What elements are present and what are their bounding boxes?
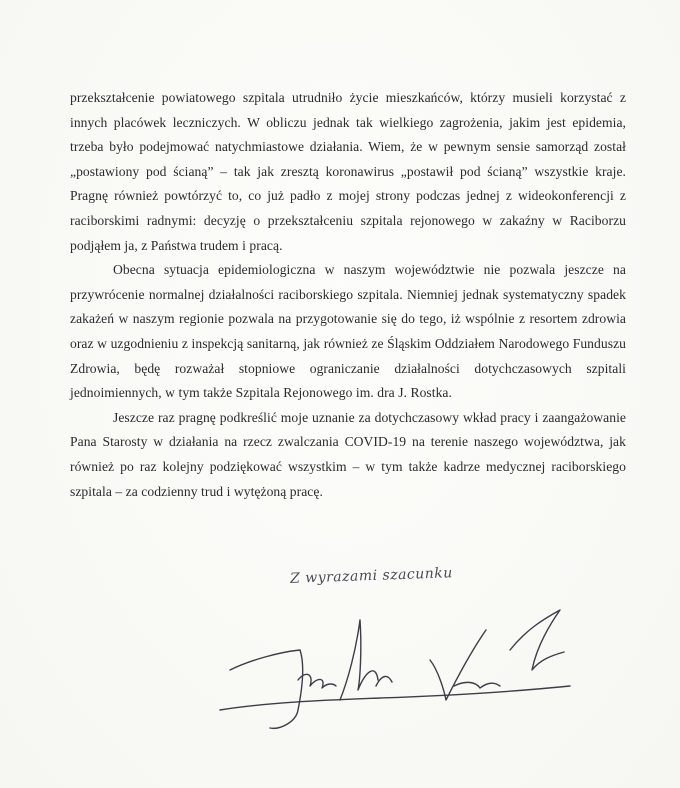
handwritten-closing: Z wyrazami szacunku: [289, 565, 454, 587]
letter-body: [70, 86, 626, 504]
signature-icon: [210, 590, 580, 740]
paragraph-1: przekształcenie powiatowego szpitala utrudniło życie mieszkańców, którzy musieli korzystać z innych placówek leczniczych. W obliczu jednak tak wielkiego zagrożenia, jakim jest epidemia, trzeba było podejmować natychmiastowe działania. Wiem, że w pewnym sensie samorząd został „postawiony pod ścianą” – tak jak zresztą koronawirus „postawił pod ścianą” wszystkie kraje. Pragnę również powtórzyć to, co już padło z mojej strony podczas jednej z wideokonferencji z raciborskimi radnymi: decyzję o przekształceniu szpitala rejonowego w zakaźny w Raciborzu podjąłem ja, z Państwa trudem i pracą.: [70, 90, 626, 253]
paragraph-3: Jeszcze raz pragnę podkreślić moje uznanie za dotychczasowy wkład pracy i zaangażowanie Pana Starosty w działania na rzecz zwalczania COVID-19 na terenie naszego województwa, jak również po raz kolejny podziękować wszystkim – w tym także kadrze medycznej raciborskiego szpitala – za codzienny trud i wytężoną pracę.: [70, 409, 626, 499]
paragraph-2: Obecna sytuacja epidemiologiczna w naszym województwie nie pozwala jeszcze na przywrócenie normalnej działalności raciborskiego szpitala. Niemniej jednak systematyczny spadek zakażeń w naszym regionie pozwala na przygotowanie się do tego, iż wspólnie z resortem zdrowia oraz w uzgodnieniu z inspekcją sanitarną, jak również ze Śląskim Oddziałem Narodowego Funduszu Zdrowia, będę rozważał stopniowe ograniczanie działalności dotychczasowych szpitali jednoimiennych, w tym także Szpitala Rejonowego im. dra J. Rostka.: [70, 262, 626, 401]
